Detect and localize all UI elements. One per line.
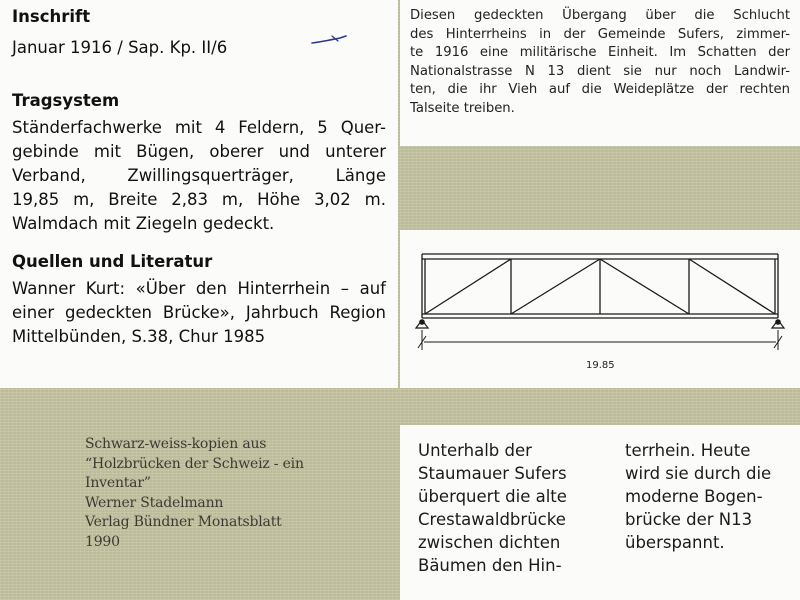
credits-line: Werner Stadelmann <box>85 494 224 511</box>
description-line: Diesen gedeckten Übergang über die Schlucht <box>410 8 790 23</box>
truss-diagram <box>400 230 800 388</box>
bridge-data-panel <box>0 0 398 388</box>
description-line: te 1916 eine militärische Einheit. Im Schatten der <box>410 45 790 61</box>
caption-line: Unterhalb der <box>418 441 532 460</box>
quellen-line: Wanner Kurt: «Über den Hinterrhein – auf <box>12 279 386 298</box>
caption-line: überspannt. <box>625 533 725 552</box>
caption-panel <box>400 425 800 600</box>
description-line: des Hinterrheins in der Gemeinde Sufers, zimmer- <box>410 26 790 42</box>
pen-mark-icon <box>310 32 350 48</box>
quellen-line: einer gedeckten Brücke», Jahrbuch Region <box>12 303 386 322</box>
support-icons <box>416 320 784 328</box>
truss-structure <box>422 254 778 318</box>
description-panel <box>400 0 800 146</box>
caption-line: wird sie durch die <box>625 464 772 483</box>
tragsystem-heading: Tragsystem <box>12 91 120 110</box>
caption-column-1 <box>418 439 588 577</box>
credits-line: “Holzbrücken der Schweiz - ein <box>85 455 304 472</box>
tragsystem-line: 19,85 m, Breite 2,83 m, Höhe 3,02 m. <box>12 190 386 209</box>
caption-line: Staumauer Sufers <box>418 464 567 483</box>
truss-diagram-panel <box>400 230 800 388</box>
inschrift-heading: Inschrift <box>12 7 91 26</box>
description-text <box>410 7 790 119</box>
credits-text <box>85 435 385 552</box>
credits-line: Inventar” <box>85 475 151 491</box>
dimension-line <box>418 330 782 350</box>
caption-line: Crestawaldbrücke <box>418 510 566 529</box>
tragsystem-text <box>12 116 386 236</box>
tragsystem-line: gebinde mit Bügen, oberer und unterer <box>12 142 386 161</box>
quellen-line: Mittelbünden, S.38, Chur 1985 <box>12 327 266 346</box>
credits-line: Verlag Bündner Monatsblatt <box>85 514 282 530</box>
description-line: Talseite treiben. <box>410 100 515 116</box>
description-line: ten, die ihr Vieh auf die Weideplätze der rechten <box>410 82 790 98</box>
quellen-text <box>12 277 386 349</box>
quellen-heading: Quellen und Literatur <box>12 252 213 271</box>
dimension-label: 19.85 <box>586 360 615 371</box>
caption-line: brücke der N13 <box>625 510 753 529</box>
inschrift-text: Januar 1916 / Sap. Kp. II/6 <box>12 38 228 57</box>
description-line: Nationalstrasse N 13 dient sie nur noch Landwir- <box>410 63 790 79</box>
caption-line: terrhein. Heute <box>625 441 751 460</box>
caption-line: überquert die alte <box>418 487 567 506</box>
tragsystem-line: Ständerfachwerke mit 4 Feldern, 5 Quer- <box>12 118 386 137</box>
credits-line: 1990 <box>85 533 120 550</box>
tragsystem-line: Walmdach mit Ziegeln gedeckt. <box>12 214 275 233</box>
tragsystem-line: Verband, Zwillingsquerträger, Länge <box>12 166 386 185</box>
caption-column-2 <box>625 439 795 554</box>
credits-line: Schwarz-weiss-kopien aus <box>85 436 267 452</box>
caption-line: zwischen dichten <box>418 533 561 552</box>
caption-line: Bäumen den Hin- <box>418 556 562 575</box>
caption-line: moderne Bogen- <box>625 487 763 506</box>
